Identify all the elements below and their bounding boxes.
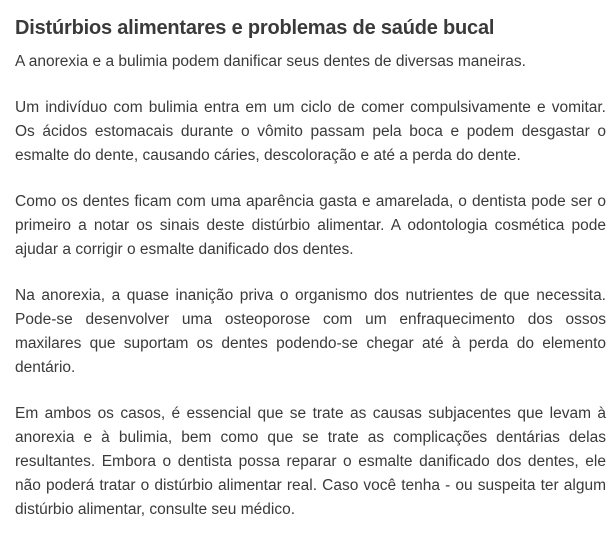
- article-title: Distúrbios alimentares e problemas de saúde bucal: [15, 17, 495, 39]
- paragraph-anorexia: Na anorexia, a quase inanição priva o organismo dos nutrientes de que necessita. Pode-se desenvolver uma osteoporose com um enfraquecimento dos ossos maxilares que suportam os dentes podendo-se chegar até à perda do elemento dentário.: [15, 287, 606, 376]
- paragraph-dentist-signs: Como os dentes ficam com uma aparência gasta e amarelada, o dentista pode ser o primeiro a notar os sinais deste distúrbio alimentar. A odontologia cosmética pode ajudar a corrigir o esmalte danificado dos dentes.: [15, 193, 606, 258]
- paragraph-treatment: Em ambos os casos, é essencial que se trate as causas subjacentes que levam à anorexia e à bulimia, bem como que se trate as complicações dentárias delas resultantes. Embora o dentista possa reparar o esmalte danificado dos dentes, ele não poderá tratar o distúrbio alimentar real. Caso você tenha - ou suspeita ter algum distúrbio alimentar, consulte seu médico.: [15, 405, 606, 518]
- article-intro: A anorexia e a bulimia podem danificar seus dentes de diversas maneiras.: [15, 53, 526, 70]
- paragraph-bulimia: Um indivíduo com bulimia entra em um ciclo de comer compulsivamente e vomitar. Os ácidos estomacais durante o vômito passam pela boca e podem desgastar o esmalte do dente, causando cáries, descoloração e até a perda do dente.: [15, 99, 606, 164]
